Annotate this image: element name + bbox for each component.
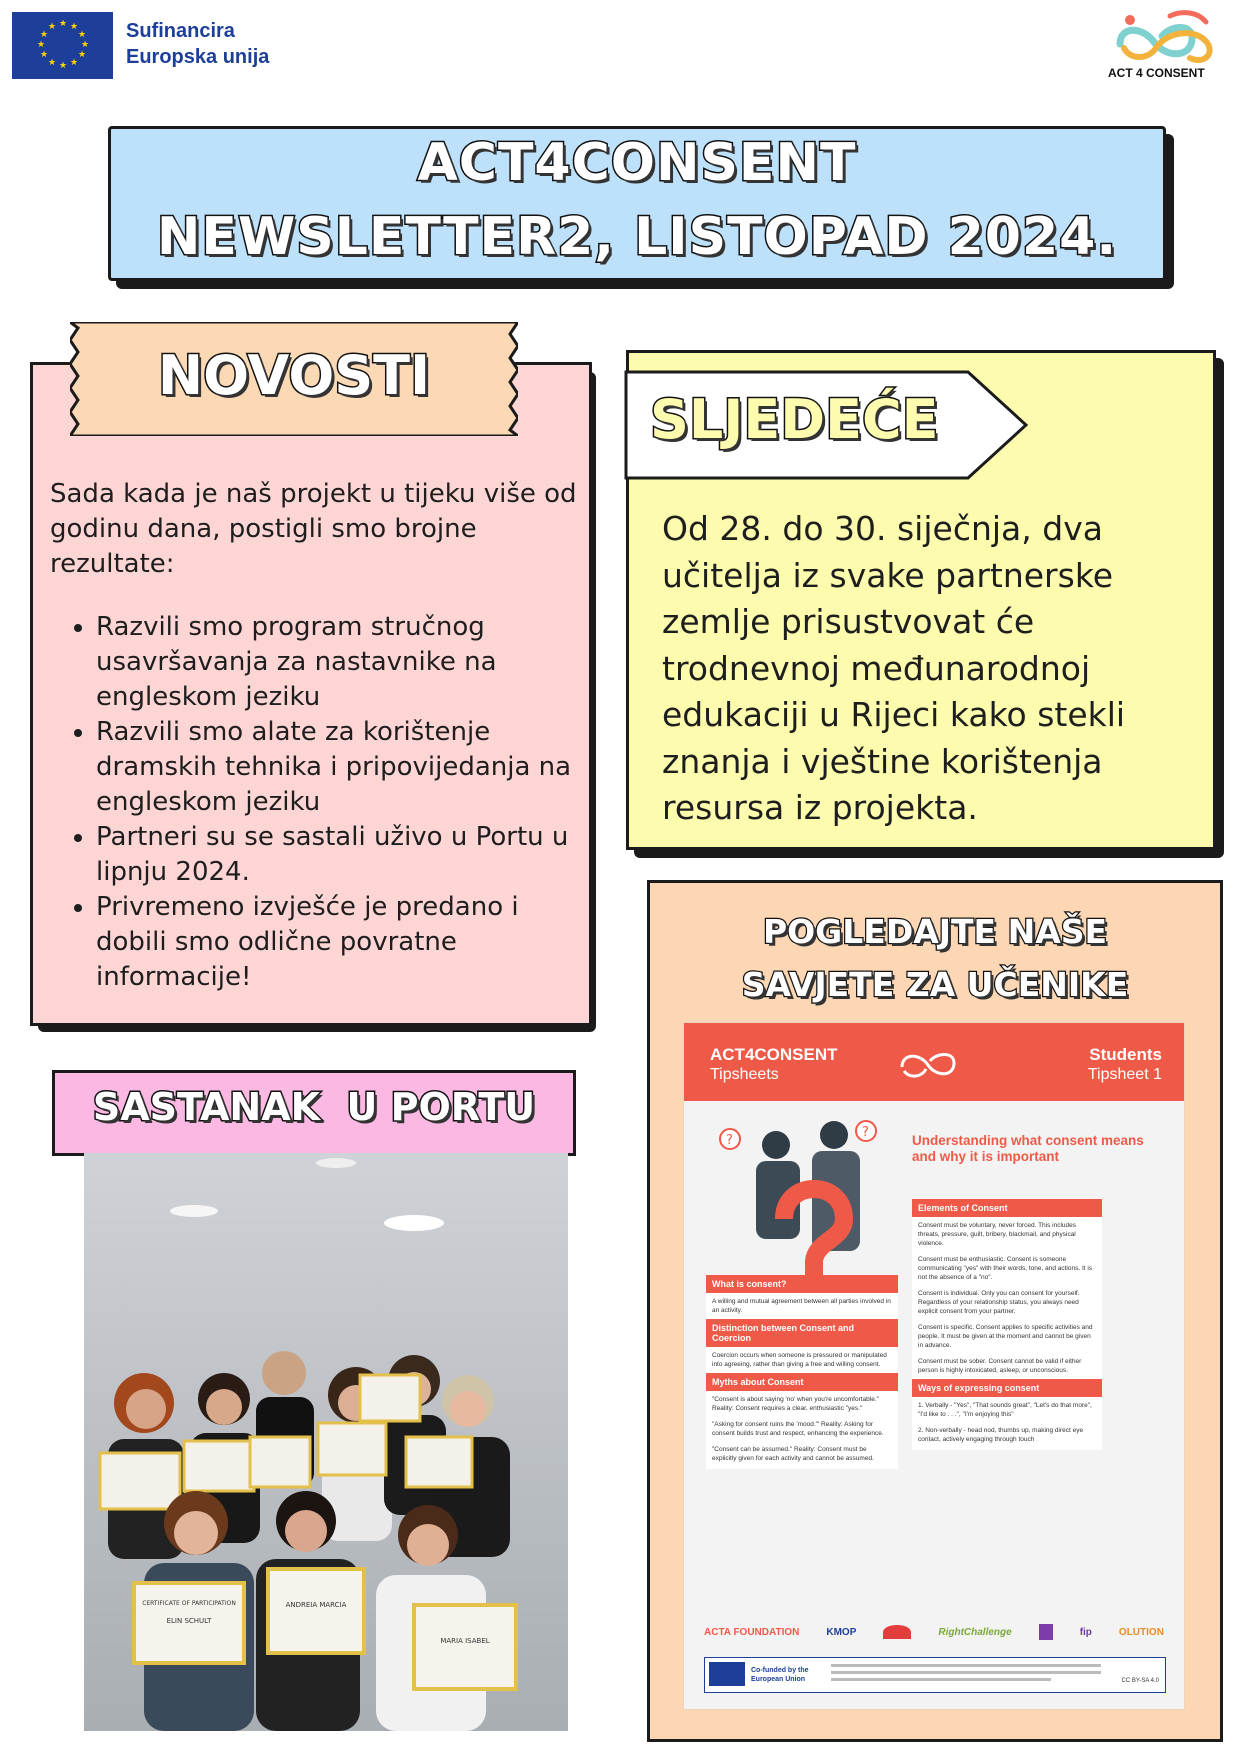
tipsheet-header: ACT4CONSENT Tipsheets Students Tipsheet 1	[684, 1023, 1184, 1101]
svg-text:CERTIFICATE OF PARTICIPATION: CERTIFICATE OF PARTICIPATION	[142, 1600, 236, 1607]
svg-text:ELIN SCHULT: ELIN SCHULT	[166, 1617, 212, 1625]
tipsheet-headline: Understanding what consent means and why it is important	[912, 1133, 1144, 1164]
list-item: • Privremeno izvješće je predano i dobili smo odlične povratne informacije!	[96, 890, 590, 995]
newsletter-title-box	[108, 126, 1166, 281]
sljedece-heading: SLJEDEĆE	[650, 388, 939, 451]
partner-logo-shape	[883, 1625, 911, 1639]
tipsheet-right-column: Elements of Consent Consent must be voluntary, never forced. This includes threats, pressure, guilt, bribery, blackmail, and physical violence. Consent must be enthusiastic. Consent is someone communicating "yes" with their words, tone, and actions. It is not the absence of a "no". Consent is individual. Only you can consent for yourself. Regardless of your relationship status, you always need explicit consent from your partner. Consent is specific. Consent applies to specific activities and people. It must be given at the moment and cannot be given in advance. Consent must be sober. Consent cannot be valid if either person is highly intoxicated, asleep, or unconscious. Ways of expressing consent 1. Verbally - "Yes", "That sounds great", "Let's do that more", "I'd like to . . .", "I'm enjoying this" 2. Non-verbally - head nod, thumbs up, making direct eye contact, actively engaging through touch	[912, 1199, 1102, 1450]
tipsheet-left-column: What is consent? A willing and mutual agreement between all parties involved in an activity. Distinction between Consent and Coercion Coercion occurs when someone is pressured or manipulated into agreeing, rather than giving a free and willing consent. Myths about Consent "Consent is about saying 'no' when you're uncomfortable." Reality: Consent requires a clear, enthusiastic "yes." "Asking for consent ruins the 'mood.'" Reality: Asking for consent builds trust and respect, enhancing the experience. "Consent can be assumed." Reality: Consent must be explicitly given for each activity and cannot be assumed.	[706, 1275, 898, 1469]
olution-logo: OLUTION	[1118, 1626, 1164, 1638]
newsletter-subtitle: NEWSLETTER2, LISTOPAD 2024.	[156, 207, 1118, 267]
infinity-logo-icon	[896, 1047, 960, 1081]
novosti-heading: NOVOSTI	[157, 344, 431, 407]
acta-logo: ACTA FOUNDATION	[704, 1626, 800, 1638]
fip-logo: fip	[1079, 1626, 1092, 1638]
svg-text:?: ?	[726, 1133, 733, 1148]
eu-cofunding-text: Sufinancira Europska unija	[126, 20, 270, 68]
cofunded-footer: Co-funded by the European Union CC BY-SA 4.0	[704, 1657, 1166, 1693]
list-item: • Razvili smo program stručnog usavršavanja za nastavnike na engleskom jeziku	[96, 610, 590, 715]
kmop-logo: KMOP	[826, 1626, 857, 1638]
partner-logos	[704, 1619, 1164, 1645]
svg-text:ANDREIA MARCIA: ANDREIA MARCIA	[285, 1601, 347, 1609]
license-label: CC BY-SA 4.0	[1121, 1678, 1159, 1684]
tipsheet-preview	[684, 1023, 1184, 1709]
svg-text:MARIA ISABEL: MARIA ISABEL	[440, 1637, 490, 1645]
newsletter-title: ACT4CONSENT	[417, 133, 857, 193]
tips-heading: POGLEDAJTE NAŠE SAVJETE ZA UČENIKE	[741, 912, 1129, 1004]
act4consent-logo-text: ACT 4 CONSENT	[1108, 66, 1205, 80]
act4consent-logo	[1110, 8, 1222, 66]
novosti-list	[50, 610, 590, 995]
novosti-body	[50, 477, 590, 995]
rightchallenge-logo: RightChallenge	[938, 1626, 1012, 1638]
list-item: • Partneri su se sastali uživo u Portu u lipnju 2024.	[96, 820, 590, 890]
svg-text:?: ?	[862, 1125, 869, 1140]
list-item: • Razvili smo alate za korištenje dramskih tehnika i pripovijedanja na engleskom jeziku	[96, 715, 590, 820]
porto-heading: SASTANAK U PORTU	[92, 1085, 536, 1129]
sljedece-text: Od 28. do 30. siječnja, dva učitelja iz svake partnerske zemlje prisustvovat će trodnevnoj međunarodnoj edukaciji u Rijeci kako stekli znanja i vještine korištenja resursa iz projekta.	[662, 509, 1126, 827]
partner-logo-square	[1039, 1624, 1053, 1640]
group-photo-porto	[84, 1153, 568, 1731]
eu-flag-small-icon	[709, 1662, 745, 1686]
novosti-intro: Sada kada je naš projekt u tijeku više od godinu dana, postigli smo brojne rezultate:	[50, 479, 577, 579]
eu-flag-logo: ★ ★ ★ ★ ★ ★ ★ ★ ★ ★ ★ ★	[12, 12, 113, 79]
